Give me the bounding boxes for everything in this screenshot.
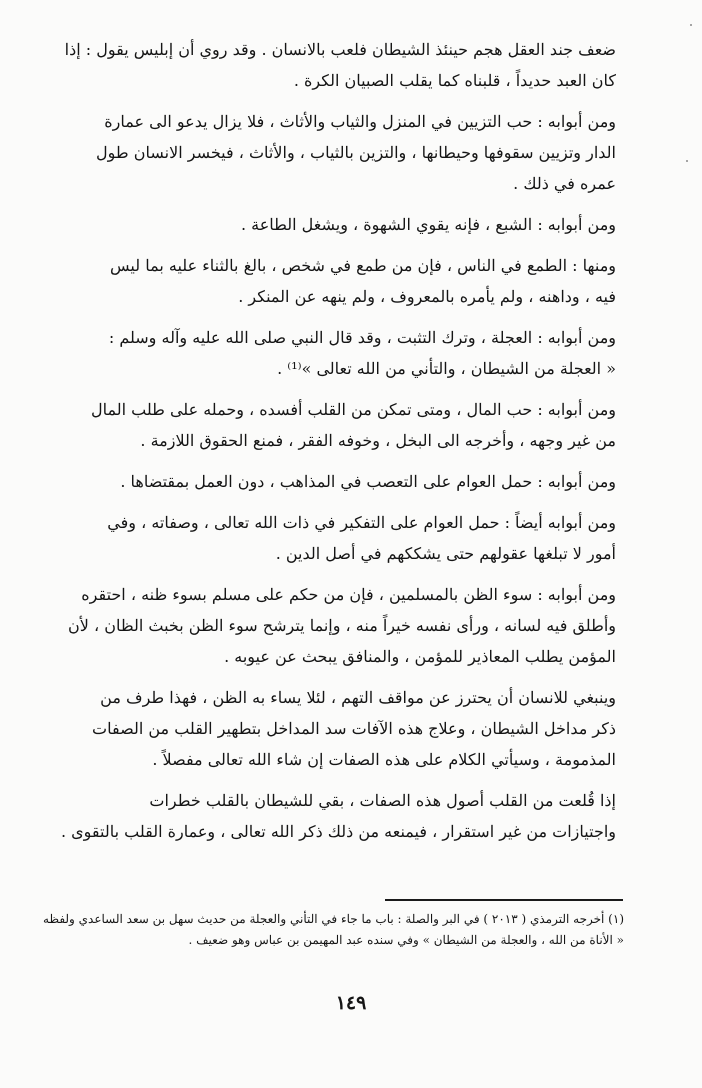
text-line: ضعف جند العقل هجم حينئذ الشيطان فلعب بالانسان . وقد روي أن إبليس يقول : إذا [64,40,616,59]
text-line: عمره في ذلك . [513,174,616,193]
paragraph-3 [32,209,616,240]
text-line: فيه ، وداهنه ، ولم يأمره بالمعروف ، ولم ينهه عن المنكر . [238,287,616,306]
page-number: ١٤٩ [335,992,367,1014]
paragraph-10 [32,682,616,775]
text-line: المذمومة ، وسيأتي الكلام على هذه الصفات إن شاء الله تعالى مفصلاً . [152,750,616,769]
paragraph-4 [32,250,616,312]
text-line: كان العبد حديداً ، قلبناه كما يقلب الصبيان الكرة . [293,71,616,90]
footnote-divider [385,899,623,901]
text-line: ومن أبوابه أيضاً : حمل العوام على التفكير في ذات الله تعالى ، وصفاته ، وفي [107,513,616,532]
main-text [32,34,616,857]
text-line: المؤمن يطلب المعاذير للمؤمن ، والمنافق يبحث عن عيوبه . [224,647,616,666]
footnote-line: « الأناة من الله ، والعجلة من الشيطان » وفي سنده عبد المهيمن بن عباس وهو ضعيف . [188,933,624,947]
paragraph-2 [32,106,616,199]
text-line: ومن أبوابه : العجلة ، وترك التثبت ، وقد قال النبي صلى الله عليه وآله وسلم : [108,328,616,347]
text-line: واجتيازات من غير استقرار ، فيمنعه من ذلك ذكر الله تعالى ، وعمارة القلب بالتقوى . [60,822,616,841]
text-line: ومن أبوابه : الشبع ، فإنه يقوي الشهوة ، ويشغل الطاعة . [240,215,616,234]
paragraph-8 [32,507,616,569]
paragraph-6 [32,394,616,456]
text-line: ذكر مداخل الشيطان ، وعلاج هذه الآفات سد المداخل بتطهير القلب من الصفات [92,719,616,738]
text-line: إذا قُلعت من القلب أصول هذه الصفات ، بقي للشيطان بالقلب خطرات [149,791,616,810]
paragraph-9 [32,579,616,672]
text-line: أمور لا تبلغها عقولهم حتى يشككهم في أصل الدين . [275,544,616,563]
text-line: ومنها : الطمع في الناس ، فإن من طمع في شخص ، بالغ بالثناء عليه بما ليس [110,256,616,275]
paragraph-7 [32,466,616,497]
text-line: وينبغي للانسان أن يحترز عن مواقف التهم ، لئلا يساء به الظن ، فهذا طرف من [100,688,616,707]
text-line: « العجلة من الشيطان ، والتأني من الله تعالى »⁽¹⁾ . [277,359,616,378]
text-line: ومن أبوابه : حمل العوام على التعصب في المذاهب ، دون العمل بمقتضاها . [120,472,616,491]
scan-speck [690,24,692,26]
footnote-line: (١) أخرجه الترمذي ( ٢٠١٣ ) في البر والصلة : باب ما جاء في التأني والعجلة من حديث سهل بن سعد الساعدي ولفظه [43,912,624,926]
text-line: الدار وتزيين سقوفها وحيطانها ، والتزين بالثياب ، والأثاث ، فيخسر الانسان طول [96,143,616,162]
paragraph-1 [32,34,616,96]
scan-speck [686,160,688,162]
paragraph-5 [32,322,616,384]
text-line: ومن أبوابه : حب المال ، ومتى تمكن من القلب أفسده ، وحمله على طلب المال [90,400,616,419]
paragraph-11 [32,785,616,847]
text-line: وأطلق فيه لسانه ، ورأى نفسه خيراً منه ، وإنما يترشح سوء الظن بخبث الظان ، لأن [68,616,616,635]
text-line: ومن أبوابه : سوء الظن بالمسلمين ، فإن من حكم على مسلم بسوء ظنه ، احتقره [81,585,616,604]
text-line: من غير وجهه ، وأخرجه الى البخل ، وخوفه الفقر ، فمنع الحقوق اللازمة . [140,431,616,450]
footnotes [24,909,624,951]
text-line: ومن أبوابه : حب التزيين في المنزل والثياب والأثاث ، فلا يزال يدعو الى عمارة [104,112,616,131]
